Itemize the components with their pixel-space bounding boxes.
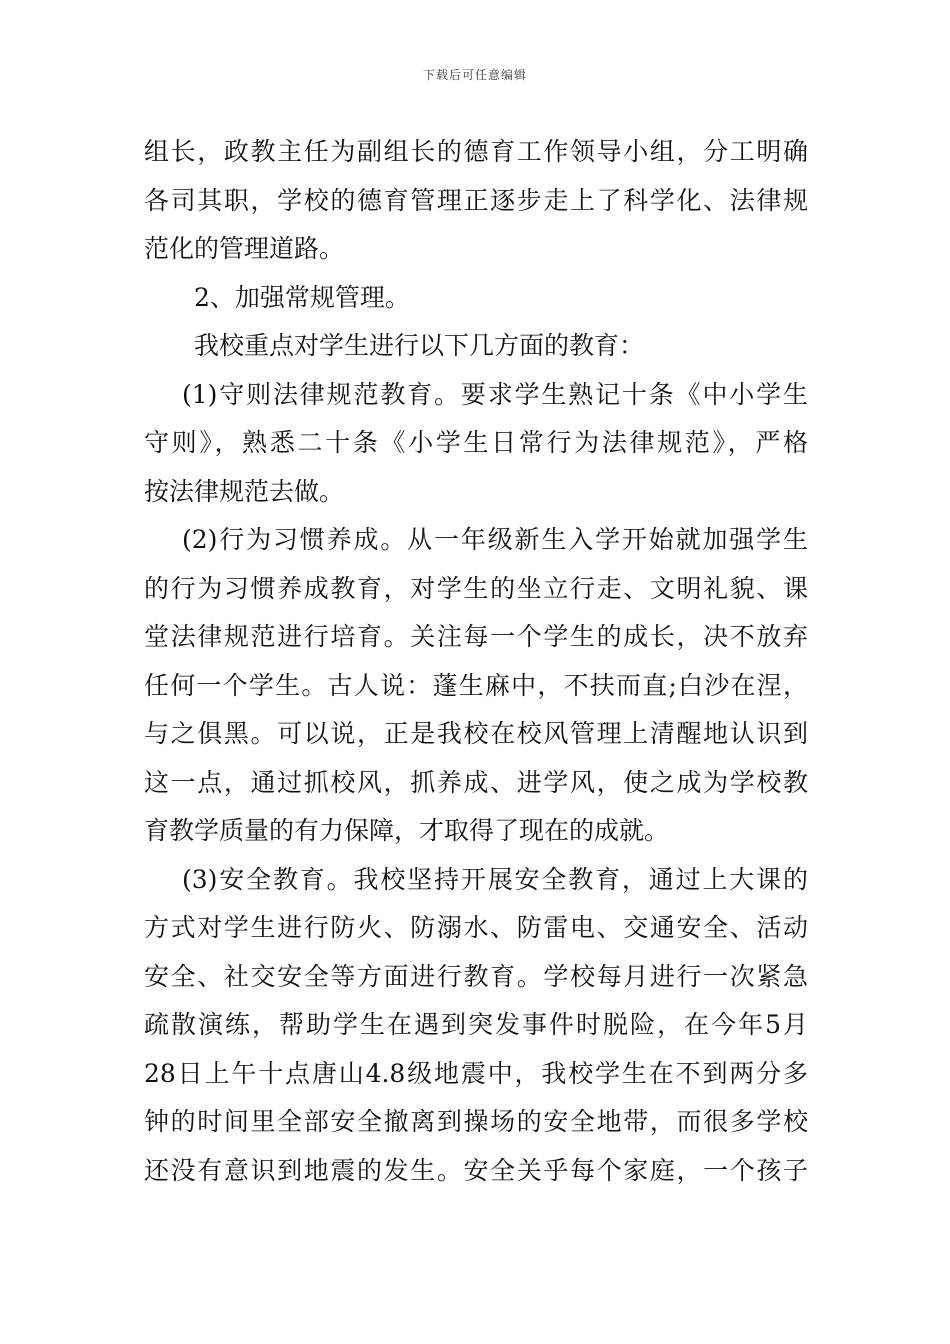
text-line: 各司其职，学校的德育管理正逐步走上了科学化、法律规	[144, 185, 808, 215]
text-line: 钟的时间里全部安全撤离到操场的安全地带，而很多学校	[144, 1107, 808, 1136]
text-line: 方式对学生进行防火、防溺水、防雷电、交通安全、活动	[144, 913, 808, 942]
page-header-note: 下载后可任意编辑	[422, 68, 527, 82]
text-line: 组长，政教主任为副组长的德育工作领导小组，分工明确	[144, 137, 808, 166]
text-line: 疏散演练，帮助学生在遇到突发事件时脱险，在今年5月	[144, 1010, 808, 1039]
text-line: (2)行为习惯养成。从一年级新生入学开始就加强学生	[182, 525, 808, 554]
text-line: 这一点，通过抓校风，抓养成、进学风，使之成为学校教	[144, 767, 808, 797]
text-line: 的行为习惯养成教育，对学生的坐立行走、文明礼貌、课	[144, 573, 808, 603]
text-line: 任何一个学生。古人说：蓬生麻中，不扶而直;白沙在涅，	[144, 670, 808, 700]
document-body	[144, 128, 808, 1195]
text-line: (3)安全教育。我校坚持开展安全教育，通过上大课的	[182, 864, 808, 894]
text-line: (1)守则法律规范教育。要求学生熟记十条《中小学生	[182, 379, 808, 409]
text-line: 还没有意识到地震的发生。安全关乎每个家庭，一个孩子	[144, 1155, 808, 1185]
text-line: 堂法律规范进行培育。关注每一个学生的成长，决不放弃	[144, 622, 808, 651]
text-line: 按法律规范去做。	[144, 476, 345, 506]
text-line: 安全、社交安全等方面进行教育。学校每月进行一次紧急	[144, 961, 808, 991]
text-line: 育教学质量的有力保障，才取得了现在的成就。	[144, 816, 670, 845]
text-line: 范化的管理道路。	[144, 234, 345, 263]
section-heading: 2、加强常规管理。	[194, 282, 410, 312]
text-line: 守则》，熟悉二十条《小学生日常行为法律规范》，严格	[144, 428, 808, 457]
text-line: 与之俱黑。可以说，正是我校在校风管理上清醒地认识到	[144, 719, 808, 748]
text-line: 我校重点对学生进行以下几方面的教育：	[194, 331, 645, 360]
text-line: 28日上午十点唐山4.8级地震中，我校学生在不到两分多	[144, 1058, 808, 1088]
